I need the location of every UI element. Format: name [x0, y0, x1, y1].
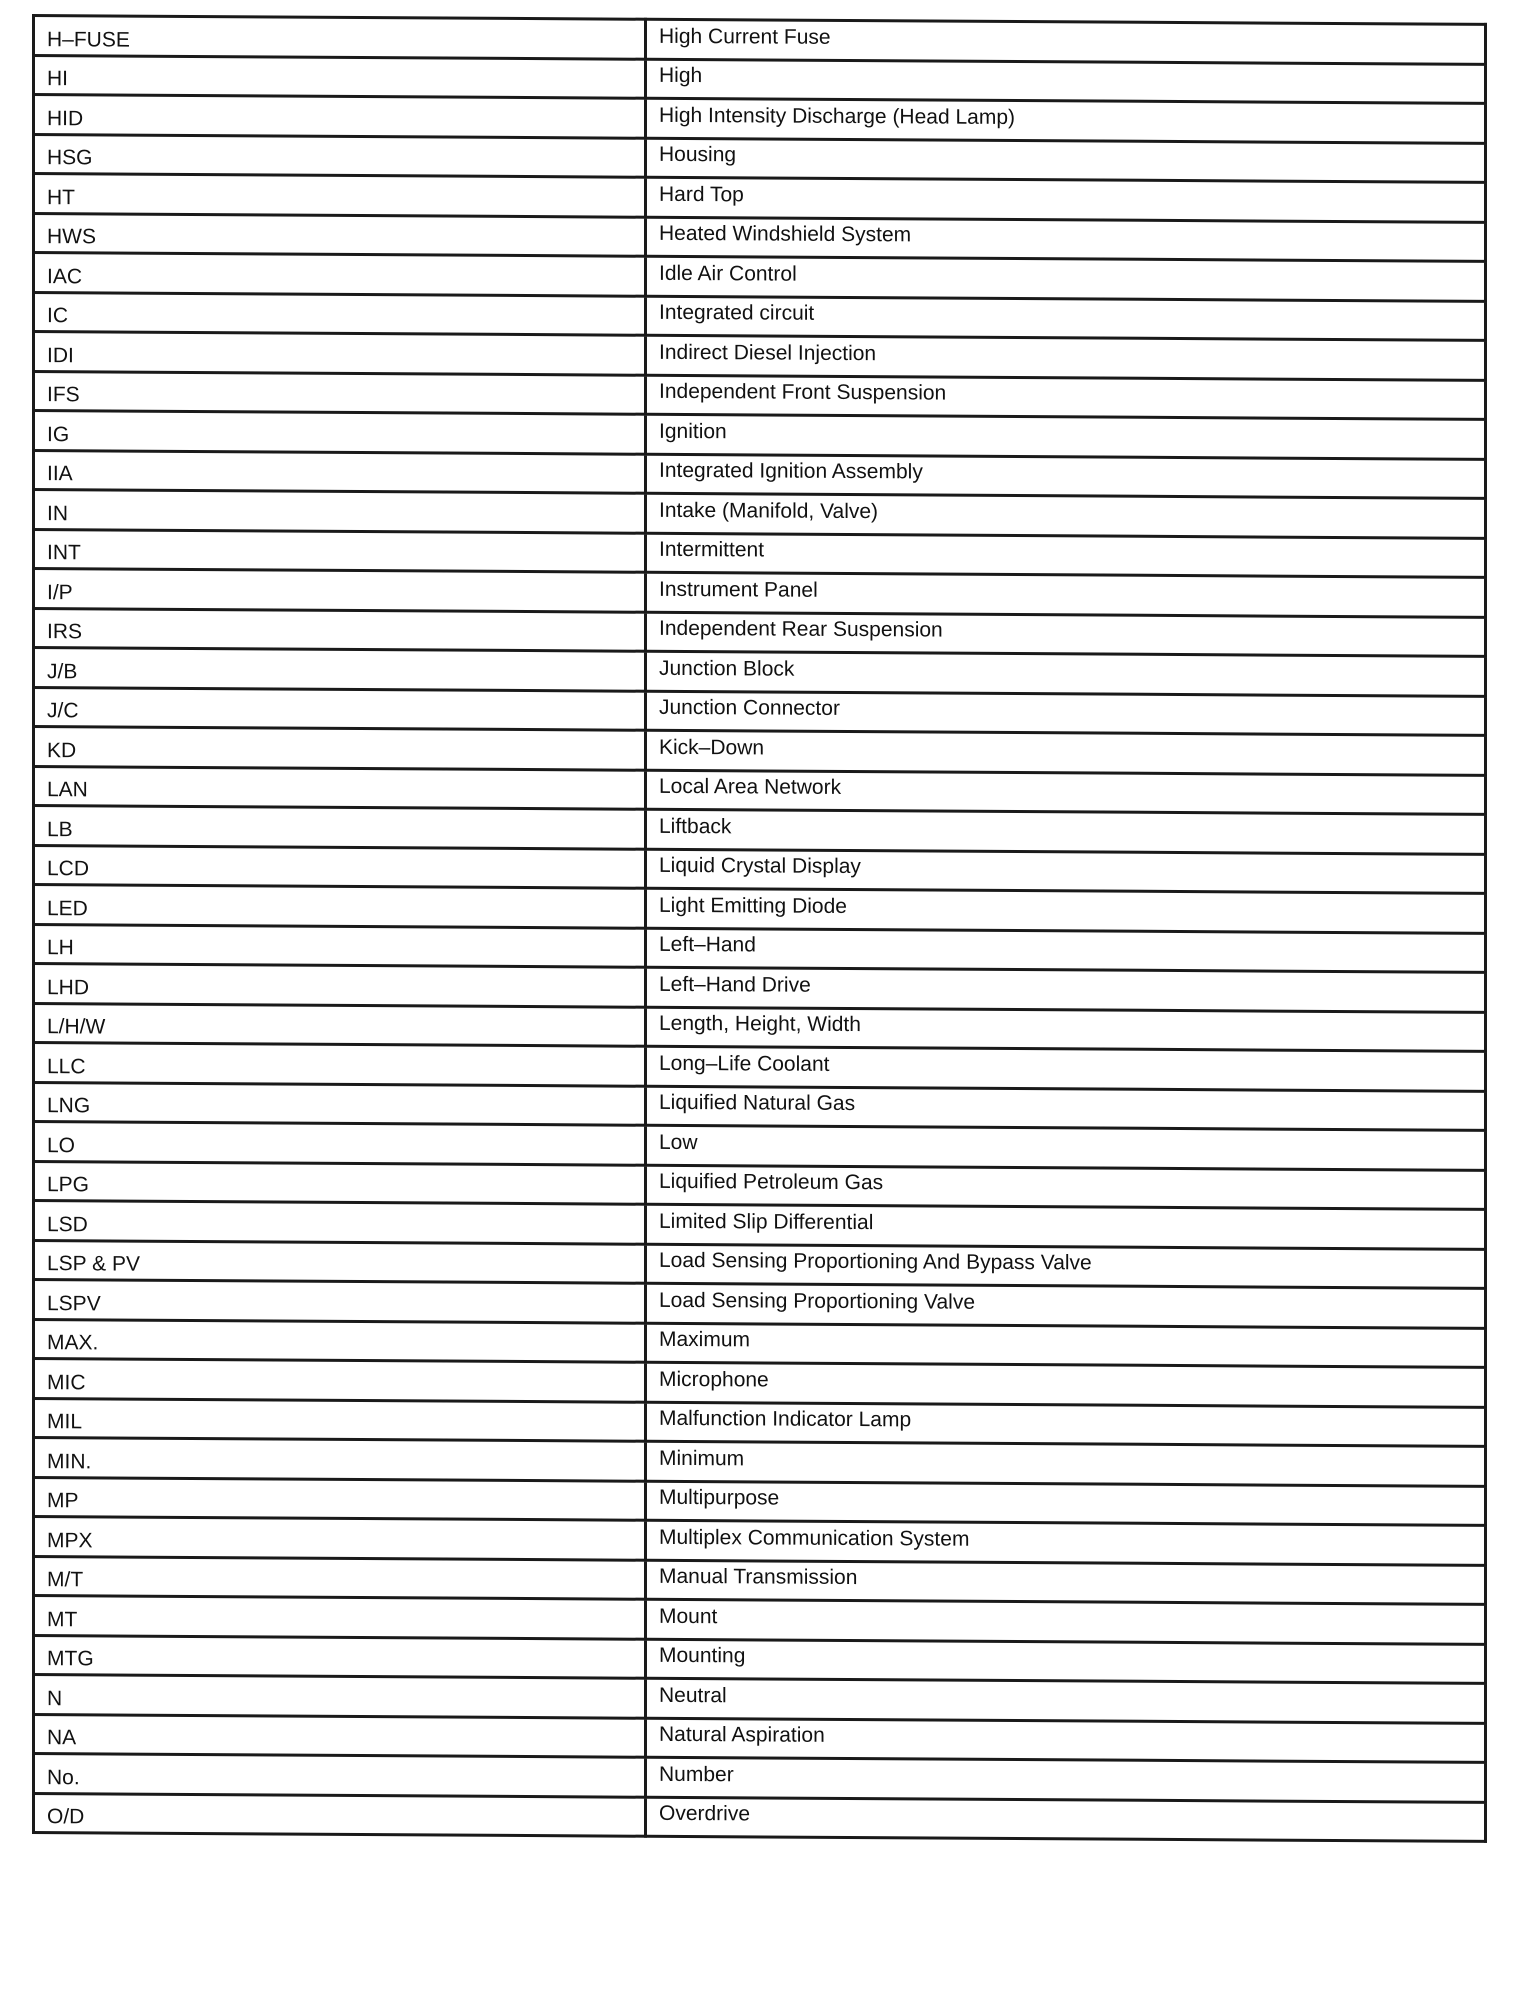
meaning-cell: Liquified Natural Gas — [646, 1086, 1486, 1131]
meaning-cell: High — [646, 59, 1486, 104]
meaning-cell: Instrument Panel — [646, 572, 1486, 617]
meaning-cell: Liquid Crystal Display — [646, 849, 1486, 894]
meaning-cell: Malfunction Indicator Lamp — [646, 1402, 1486, 1447]
meaning-cell: Multiplex Communication System — [646, 1520, 1486, 1565]
table-row — [34, 1793, 1486, 1841]
meaning-cell: Long–Life Coolant — [646, 1046, 1486, 1091]
abbreviation-cell: IFS — [34, 371, 646, 414]
meaning-cell: Load Sensing Proportioning And Bypass Valve — [646, 1244, 1486, 1289]
meaning-cell: Hard Top — [646, 177, 1486, 222]
abbreviation-cell: HWS — [34, 213, 646, 256]
meaning-cell: Heated Windshield System — [646, 217, 1486, 262]
abbreviation-cell: MTG — [34, 1635, 646, 1678]
abbreviation-cell: LNG — [34, 1082, 646, 1125]
meaning-cell: Integrated Ignition Assembly — [646, 454, 1486, 499]
meaning-cell: Idle Air Control — [646, 256, 1486, 301]
abbreviation-cell: LH — [34, 924, 646, 967]
abbreviation-cell: LCD — [34, 845, 646, 888]
meaning-cell: Length, Height, Width — [646, 1007, 1486, 1052]
abbreviation-cell: I/P — [34, 569, 646, 612]
abbreviation-cell: LSPV — [34, 1280, 646, 1323]
meaning-cell: Mount — [646, 1599, 1486, 1644]
meaning-cell: Multipurpose — [646, 1481, 1486, 1526]
meaning-cell: Manual Transmission — [646, 1560, 1486, 1605]
abbreviation-cell: IN — [34, 490, 646, 533]
abbreviations-table — [32, 14, 1487, 1843]
meaning-cell: High Current Fuse — [646, 19, 1486, 64]
abbreviation-cell: N — [34, 1675, 646, 1718]
abbreviation-cell: HI — [34, 55, 646, 98]
abbreviation-cell: J/B — [34, 648, 646, 691]
meaning-cell: Integrated circuit — [646, 296, 1486, 341]
abbreviation-cell: HID — [34, 95, 646, 138]
meaning-cell: Housing — [646, 138, 1486, 183]
abbreviation-cell: LAN — [34, 766, 646, 809]
abbreviation-cell: LHD — [34, 964, 646, 1007]
meaning-cell: Intake (Manifold, Valve) — [646, 493, 1486, 538]
meaning-cell: Independent Rear Suspension — [646, 612, 1486, 657]
abbreviation-cell: IG — [34, 411, 646, 454]
abbreviation-cell: MT — [34, 1596, 646, 1639]
meaning-cell: Natural Aspiration — [646, 1718, 1486, 1763]
abbreviation-cell: IRS — [34, 608, 646, 651]
abbreviation-cell: LB — [34, 806, 646, 849]
meaning-cell: Neutral — [646, 1678, 1486, 1723]
abbreviation-cell: HSG — [34, 134, 646, 177]
abbreviation-cell: H–FUSE — [34, 16, 646, 59]
meaning-cell: Minimum — [646, 1441, 1486, 1486]
abbreviation-cell: INT — [34, 529, 646, 572]
meaning-cell: Microphone — [646, 1362, 1486, 1407]
abbreviation-cell: M/T — [34, 1556, 646, 1599]
abbreviation-cell: J/C — [34, 687, 646, 730]
meaning-cell: Liftback — [646, 809, 1486, 854]
meaning-cell: Left–Hand — [646, 928, 1486, 973]
abbreviation-cell: LED — [34, 885, 646, 928]
abbreviation-cell: IC — [34, 292, 646, 335]
meaning-cell: Independent Front Suspension — [646, 375, 1486, 420]
meaning-cell: Junction Connector — [646, 691, 1486, 736]
meaning-cell: Junction Block — [646, 651, 1486, 696]
abbreviation-cell: O/D — [34, 1793, 646, 1836]
abbreviation-cell: LSP & PV — [34, 1240, 646, 1283]
meaning-cell: Mounting — [646, 1639, 1486, 1684]
abbreviation-cell: MP — [34, 1477, 646, 1520]
meaning-cell: Kick–Down — [646, 730, 1486, 775]
abbreviation-cell: LSD — [34, 1201, 646, 1244]
abbreviation-cell: MPX — [34, 1517, 646, 1560]
meaning-cell: Light Emitting Diode — [646, 888, 1486, 933]
meaning-cell: Load Sensing Proportioning Valve — [646, 1283, 1486, 1328]
meaning-cell: Overdrive — [646, 1797, 1486, 1842]
meaning-cell: Maximum — [646, 1323, 1486, 1368]
meaning-cell: Ignition — [646, 414, 1486, 459]
abbreviation-cell: LPG — [34, 1161, 646, 1204]
abbreviation-cell: LO — [34, 1122, 646, 1165]
meaning-cell: Limited Slip Differential — [646, 1204, 1486, 1249]
abbreviation-cell: No. — [34, 1754, 646, 1797]
abbreviation-cell: L/H/W — [34, 1003, 646, 1046]
abbreviation-cell: NA — [34, 1714, 646, 1757]
abbreviation-cell: LLC — [34, 1043, 646, 1086]
abbreviation-cell: MIL — [34, 1398, 646, 1441]
abbreviation-cell: MIN. — [34, 1438, 646, 1481]
abbreviation-cell: MAX. — [34, 1319, 646, 1362]
abbreviation-cell: MIC — [34, 1359, 646, 1402]
abbreviation-cell: IAC — [34, 253, 646, 296]
meaning-cell: Local Area Network — [646, 770, 1486, 815]
meaning-cell: Liquified Petroleum Gas — [646, 1165, 1486, 1210]
abbreviations-table-body — [34, 16, 1486, 1842]
abbreviation-cell: IIA — [34, 450, 646, 493]
abbreviation-cell: IDI — [34, 332, 646, 375]
meaning-cell: High Intensity Discharge (Head Lamp) — [646, 98, 1486, 143]
meaning-cell: Intermittent — [646, 533, 1486, 578]
meaning-cell: Number — [646, 1757, 1486, 1802]
abbreviation-cell: KD — [34, 727, 646, 770]
meaning-cell: Indirect Diesel Injection — [646, 335, 1486, 380]
abbreviation-cell: HT — [34, 174, 646, 217]
meaning-cell: Low — [646, 1125, 1486, 1170]
meaning-cell: Left–Hand Drive — [646, 967, 1486, 1012]
